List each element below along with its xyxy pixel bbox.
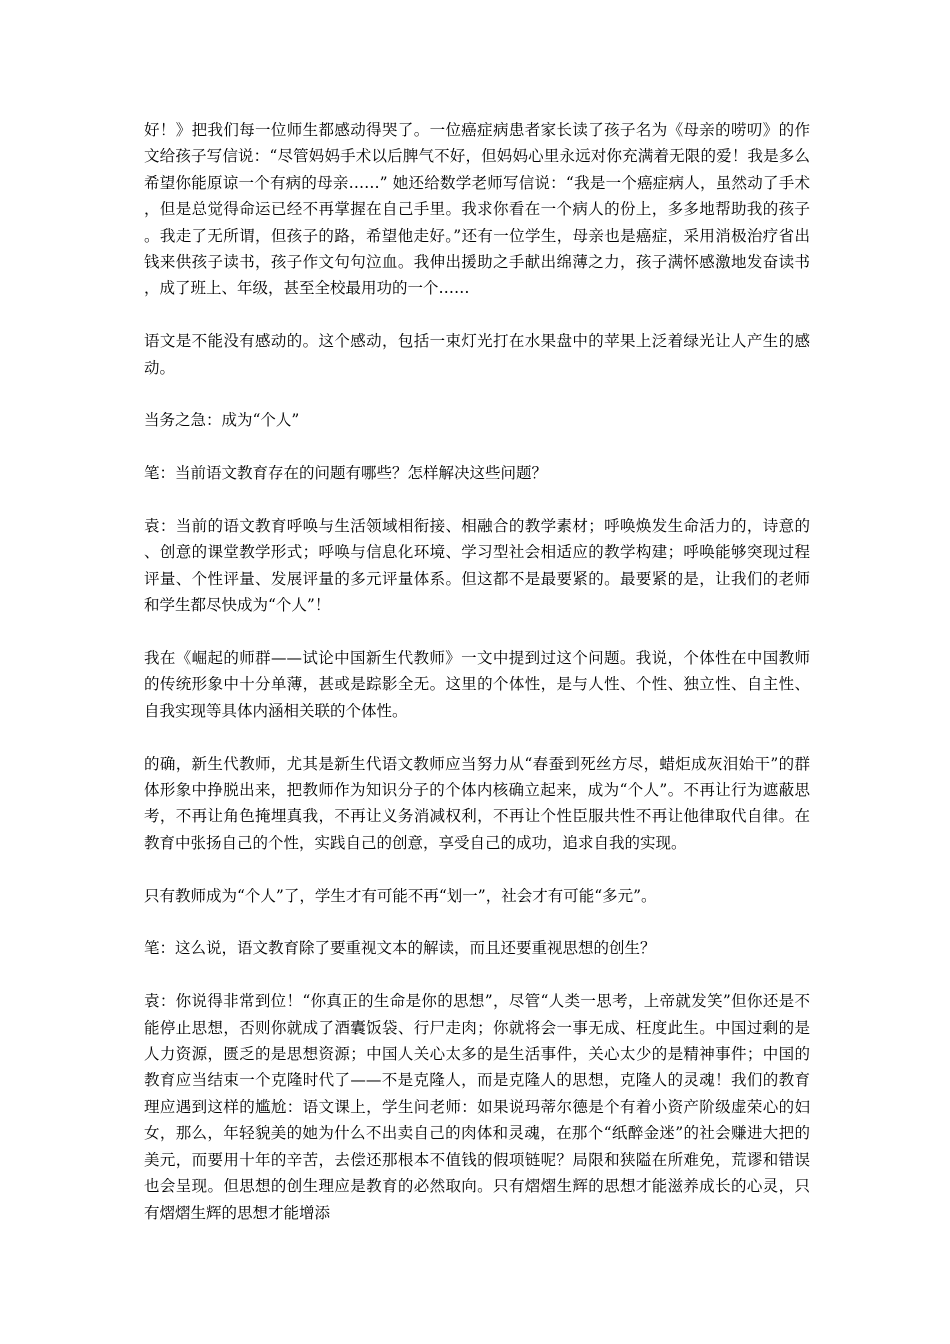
- document-body: [144, 117, 810, 1252]
- paragraph-story: 好！》把我们每一位师生都感动得哭了。一位癌症病患者家长读了孩子名为《母亲的唠叨》的作文给孩子写信说：“尽管妈妈手术以后脾气不好，但妈妈心里永远对你充满着无限的爱！我是多么希望你能原谅一个有病的母亲……” 她还给数学老师写信说：“我是一个癌症病人，虽然动了手术，但是总觉得命运已经不再掌握在自己手里。我求你看在一个病人的份上，多多地帮助我的孩子。我走了无所谓，但孩子的路，希望他走好。”还有一位学生，母亲也是癌症，采用消极治疗省出钱来供孩子读书，孩子作文句句泣血。我伸出援助之手献出绵薄之力，孩子满怀感激地发奋读书，成了班上、年级，甚至全校最用功的一个……: [144, 121, 810, 298]
- section-heading: 当务之急：成为“个人”: [144, 411, 300, 430]
- paragraph-question-1: 笔：当前语文教育存在的问题有哪些？怎样解决这些问题？: [144, 464, 548, 483]
- paragraph-moving: 语文是不能没有感动的。这个感动，包括一束灯光打在水果盘中的苹果上泛着绿光让人产生的感动。: [144, 332, 810, 377]
- paragraph-answer-2: 袁：你说得非常到位！“你真正的生命是你的思想”，尽管“人类一思考，上帝就发笑”但你还是不能停止思想，否则你就成了酒囊饭袋、行尸走肉；你就将会一事无成、枉度此生。中国过剩的是人力资源，匮乏的是思想资源；中国人关心太多的是生活事件，关心太少的是精神事件；中国的教育应当结束一个克隆时代了——不是克隆人，而是克隆人的思想，克隆人的灵魂！我们的教育理应遇到这样的尴尬：语文课上，学生问老师：如果说玛蒂尔德是个有着小资产阶级虚荣心的妇女，那么，年轻貌美的她为什么不出卖自己的肉体和灵魂，在那个“纸醉金迷”的社会赚进大把的美元，而要用十年的辛苦，去偿还那根本不值钱的假项链呢？局限和狭隘在所难免，荒谬和错误也会呈现。但思想的创生理应是教育的必然取向。只有熠熠生辉的思想才能滋养成长的心灵，只有熠熠生辉的思想才能增添: [144, 992, 810, 1222]
- paragraph-individual: 只有教师成为“个人”了，学生才有可能不再“划一”，社会才有可能“多元”。: [144, 886, 657, 905]
- paragraph-answer-1: 袁：当前的语文教育呼唤与生活领域相衔接、相融合的教学素材；呼唤焕发生命活力的，诗意的、创意的课堂教学形式；呼唤与信息化环境、学习型社会相适应的教学构建；呼唤能够突现过程评量、个性评量、发展评量的多元评量体系。但这都不是最要紧的。最要紧的是，让我们的老师和学生都尽快成为“个人”！: [144, 517, 810, 615]
- paragraph-question-2: 笔：这么说，语文教育除了要重视文本的解读，而且还要重视思想的创生？: [144, 939, 656, 958]
- paragraph-new-teachers: 的确，新生代教师，尤其是新生代语文教师应当努力从“春蚕到死丝方尽，蜡炬成灰泪始干”的群体形象中挣脱出来，把教师作为知识分子的个体内核确立起来，成为“个人”。不再让行为遮蔽思考，不再让角色掩埋真我，不再让义务消减权利，不再让个性臣服共性不再让他律取代自律。在教育中张扬自己的个性，实践自己的创意，享受自己的成功，追求自我的实现。: [144, 754, 810, 852]
- paragraph-article-reference: 我在《崛起的师群——试论中国新生代教师》一文中提到过这个问题。我说，个体性在中国教师的传统形象中十分单薄，甚或是踪影全无。这里的个体性，是与人性、个性、独立性、自主性、自我实现等具体内涵相关联的个体性。: [144, 649, 810, 720]
